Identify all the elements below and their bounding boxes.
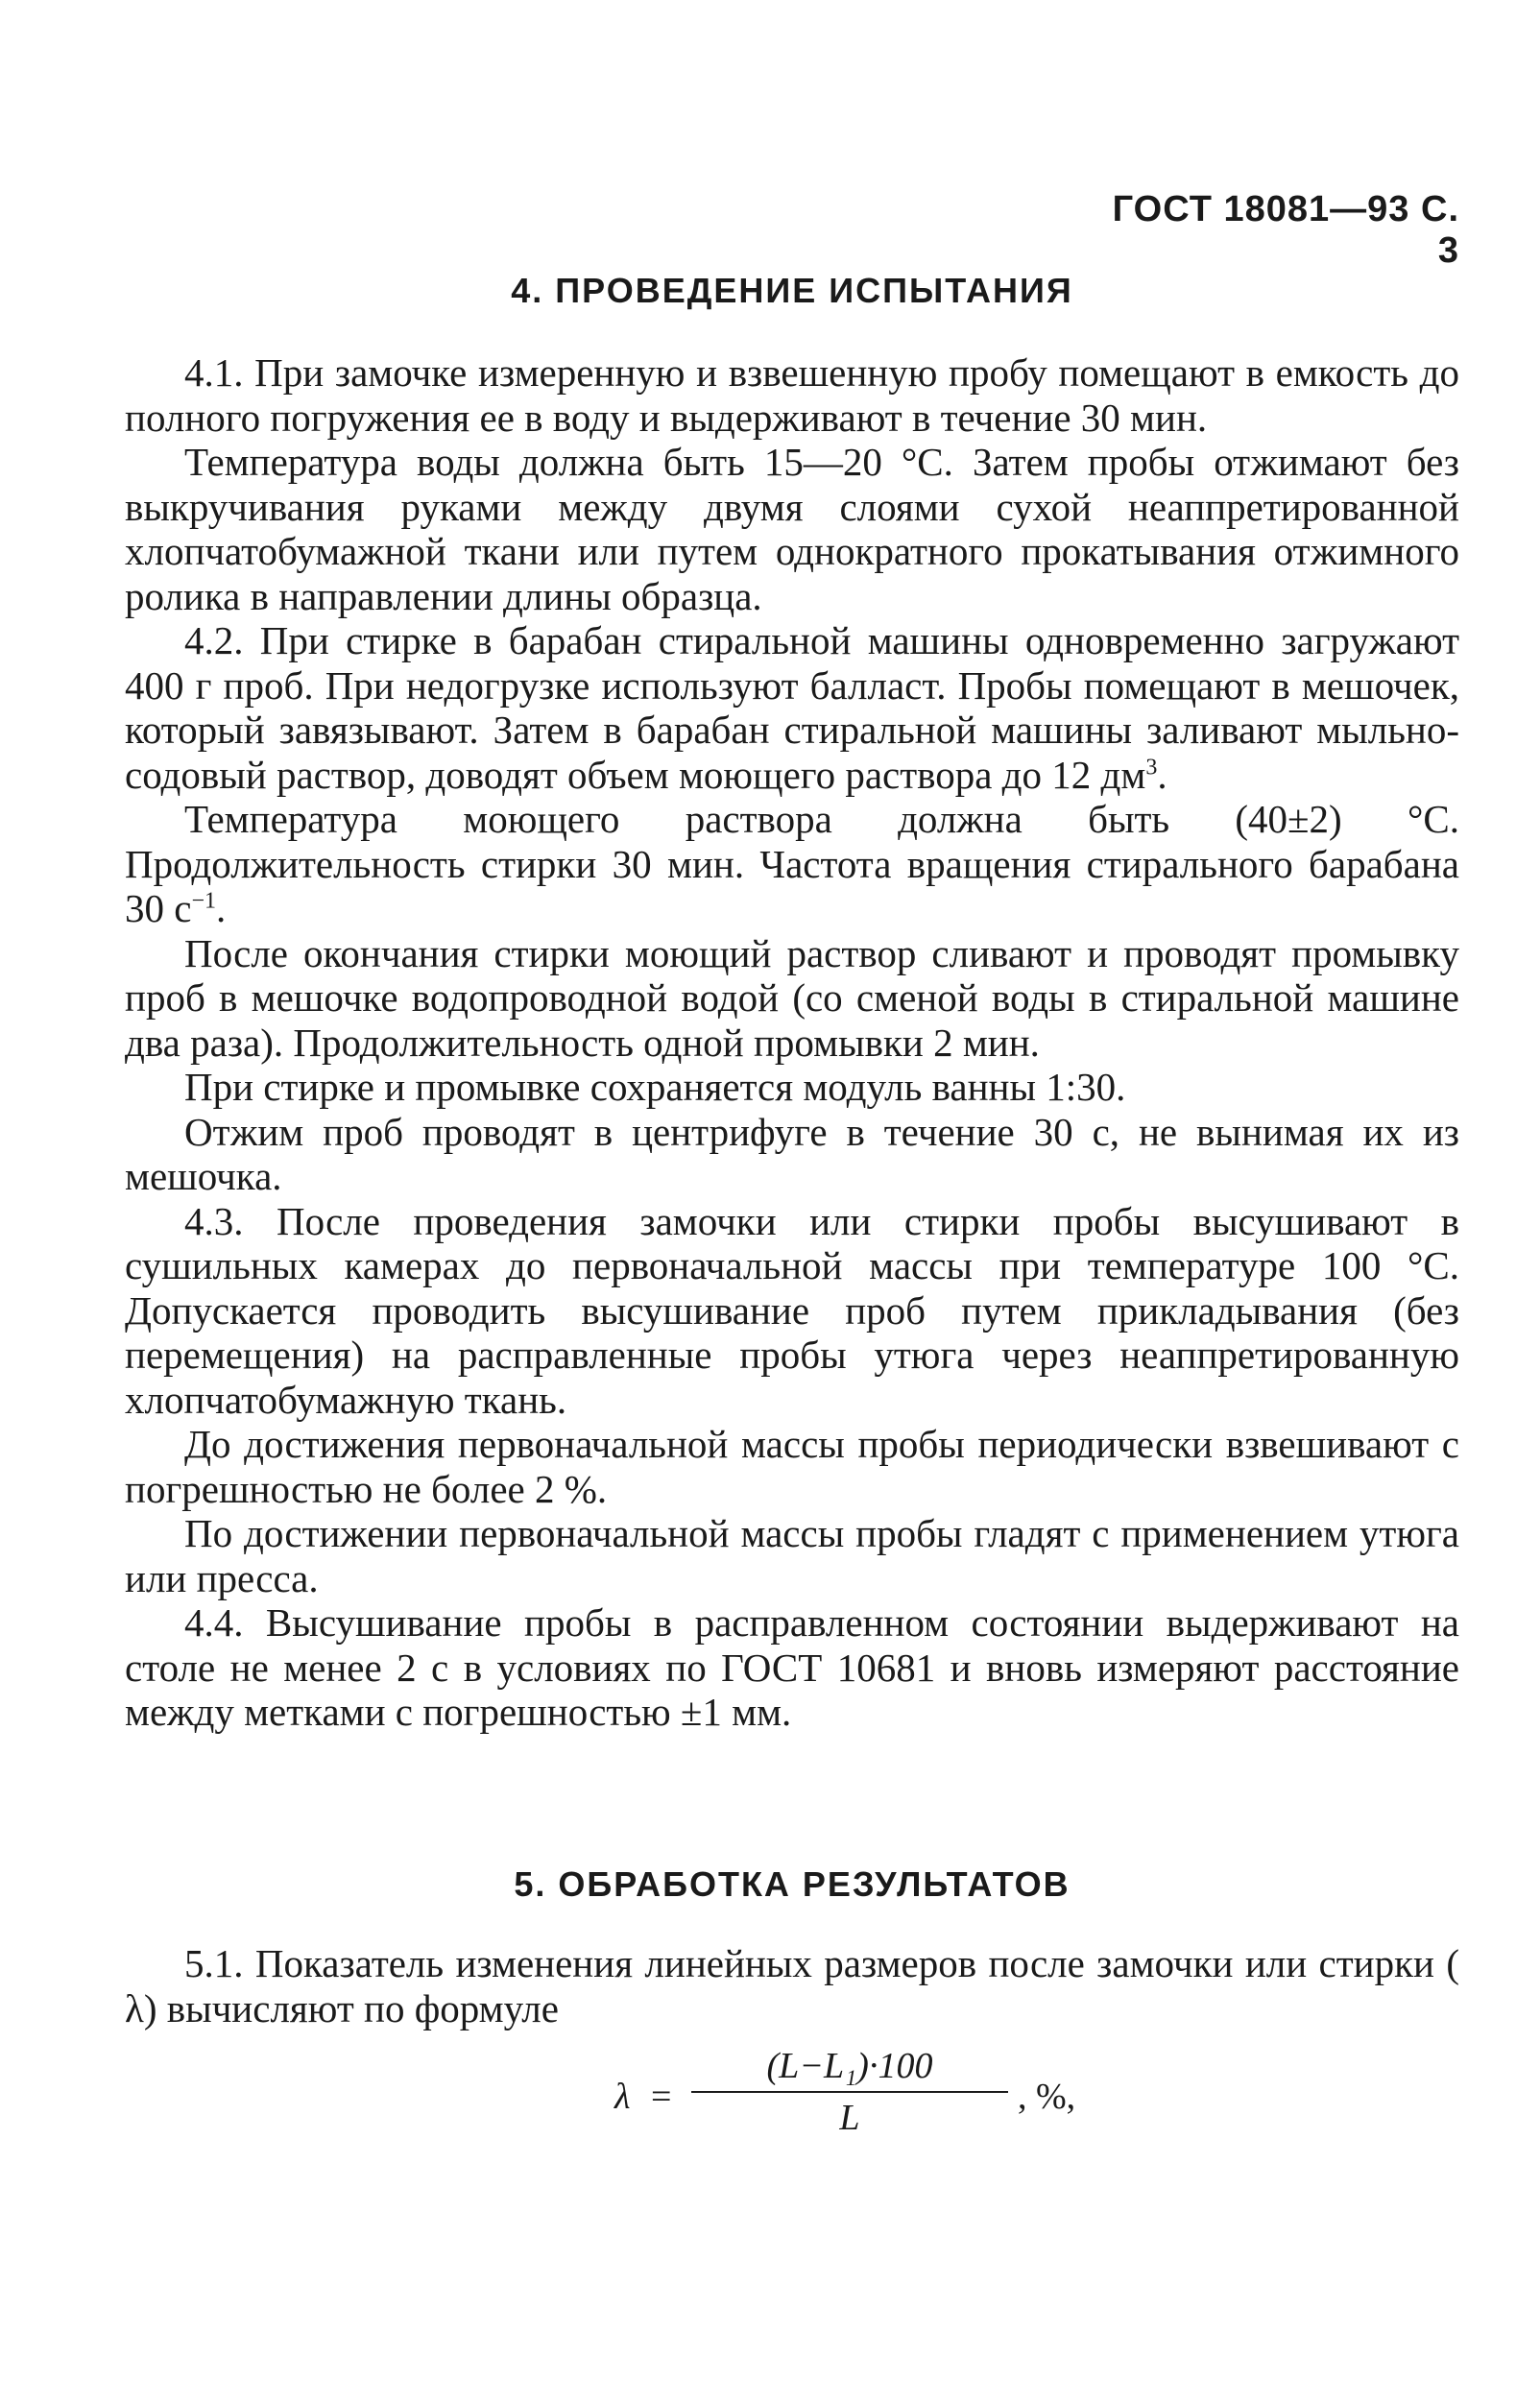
formula-fraction: [691, 2045, 1008, 2139]
section-5-body: [125, 1941, 1459, 2031]
paragraph-rinse: После окончания стирки моющий раствор сливают и проводят промывку проб в мешочке водопроводной водой (со сменой воды в стиральной машине два раза). Продолжительность одной промывки 2 мин.: [125, 930, 1459, 1065]
formula-numerator: (L−L₁)·100: [766, 2046, 933, 2086]
paragraph-water-temperature: Температура воды должна быть 15—20 °С. Затем пробы отжимают без выкручивания руками между двумя слоями сухой неаппретированной хлопчатобумажной ткани или путем однократного прокатывания отжимного ролика в направлении длины образца.: [125, 440, 1459, 618]
paragraph-4-1: 4.1. При замочке измеренную и взвешенную пробу помещают в емкость до полного погружения ее в воду и выдерживают в течение 30 мин.: [125, 350, 1459, 440]
paragraph-weighing: До достижения первоначальной массы пробы периодически взвешивают с погрешностью не более 2 %.: [125, 1422, 1459, 1511]
paragraph-4-4: 4.4. Высушивание пробы в расправленном состоянии выдерживают на столе не менее 2 с в условиях по ГОСТ 10681 и вновь измеряют расстояние между метками с погрешностью ±1 мм.: [125, 1600, 1459, 1734]
formula-denominator: L: [839, 2098, 860, 2138]
paragraph-4-2-text: 4.2. При стирке в барабан стиральной машины одновременно загружают 400 г проб. При недогрузке используют балласт. Пробы помещают в мешочек, который завязывают. Затем в барабан стиральной машины заливают мыльно-содовый раствор, доводят объем моющего раствора до 12 дм: [125, 618, 1459, 797]
formula-lambda: [614, 2045, 1095, 2151]
formula-unit: , %,: [1018, 2077, 1076, 2117]
section-5-heading: 5. ОБРАБОТКА РЕЗУЛЬТАТОВ: [514, 1864, 1071, 1904]
paragraph-wash-temperature-text: Температура моющего раствора должна быть (40±2) °С. Продолжительность стирки 30 мин. Частота вращения стирального барабана 30 с: [125, 797, 1459, 930]
section-4-heading: 4. ПРОВЕДЕНИЕ ИСПЫТАНИЯ: [511, 271, 1073, 310]
formula-equals: =: [651, 2077, 672, 2117]
paragraph-spin: Отжим проб проводят в центрифуге в течение 30 с, не вынимая их из мешочка.: [125, 1109, 1459, 1198]
paragraph-wash-temperature: [125, 797, 1459, 931]
paragraph-4-2: [125, 618, 1459, 797]
paragraph-wash-temperature-end: .: [216, 886, 227, 930]
paragraph-bath-ratio: При стирке и промывке сохраняется модуль ванны 1:30.: [184, 1065, 1126, 1109]
fraction-bar: [691, 2091, 1008, 2093]
formula-lhs: λ: [614, 2077, 631, 2117]
paragraph-5-1: 5.1. Показатель изменения линейных размеров после замочки или стирки ( λ) вычисляют по формуле: [125, 1941, 1459, 2031]
paragraph-4-3: 4.3. После проведения замочки или стирки пробы высушивают в сушильных камерах до первоначальной массы при температуре 100 °С. Допускается проводить высушивание проб путем прикладывания (без перемещения) на расправленные пробы утюга через неаппретированную хлопчатобумажную ткань.: [125, 1198, 1459, 1422]
section-4-body: [125, 350, 1459, 1735]
paragraph-4-2-end: .: [1157, 752, 1167, 797]
superscript-cube: 3: [1145, 754, 1158, 780]
superscript-inverse: −1: [191, 888, 216, 914]
running-head: ГОСТ 18081—93 С. 3: [1112, 189, 1459, 271]
paragraph-ironing: По достижении первоначальной массы пробы гладят с применением утюга или пресса.: [125, 1511, 1459, 1600]
